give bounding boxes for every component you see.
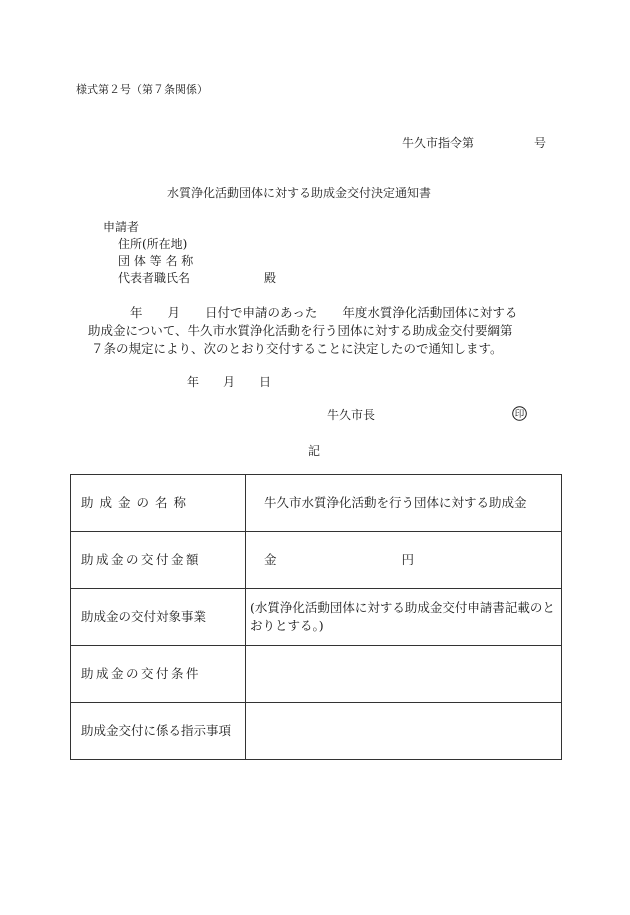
applicant-heading: 申請者 xyxy=(103,220,140,234)
notice-line: 助成金について、牛久市水質浄化活動を行う団体に対する助成金交付要綱第 xyxy=(88,323,513,338)
grant-name-value: 牛久市水質浄化活動を行う団体に対する助成金 xyxy=(246,475,562,532)
seal-mark xyxy=(512,406,527,421)
grant-instructions-label: 助成金交付に係る指示事項 xyxy=(71,703,246,760)
table-row xyxy=(71,646,562,703)
grant-amount-label: 助成金の交付金額 xyxy=(71,532,246,589)
issuer: 牛久市長 xyxy=(327,408,376,422)
grant-conditions-label: 助成金の交付条件 xyxy=(71,646,246,703)
grant-target-project-label: 助成金の交付対象事業 xyxy=(71,589,246,646)
date-line: 年 月 日 xyxy=(187,375,272,389)
table-row xyxy=(71,703,562,760)
table-row xyxy=(71,475,562,532)
notice-line: ７条の規定により、次のとおり交付することに決定したので通知します。 xyxy=(91,341,503,356)
seal-label: 印 xyxy=(514,409,525,420)
grant-target-project-value: (水質浄化活動団体に対する助成金交付申請書記載のとおりとする。) xyxy=(246,589,562,646)
notice-body xyxy=(78,304,558,358)
grant-details-table xyxy=(70,474,562,760)
grant-name-label: 助成金の名称 xyxy=(71,475,246,532)
directive-number: 牛久市指令第 号 xyxy=(402,136,547,150)
document-title: 水質浄化活動団体に対する助成金交付決定通知書 xyxy=(167,186,432,200)
honorific: 殿 xyxy=(264,271,277,285)
applicant-representative-label: 代表者職氏名 xyxy=(118,271,191,285)
record-mark: 記 xyxy=(308,444,321,458)
table-row xyxy=(71,532,562,589)
grant-amount-value: 金 円 xyxy=(246,532,562,589)
applicant-address-label: 住所(所在地) xyxy=(118,237,188,251)
grant-conditions-value xyxy=(246,646,562,703)
notice-line: 年 月 日付で申請のあった 年度水質浄化活動団体に対する xyxy=(130,305,518,320)
form-label: 様式第２号（第７条関係） xyxy=(76,83,208,96)
table-row xyxy=(71,589,562,646)
grant-instructions-value xyxy=(246,703,562,760)
applicant-group-name-label: 団 体 等 名 称 xyxy=(118,254,194,268)
